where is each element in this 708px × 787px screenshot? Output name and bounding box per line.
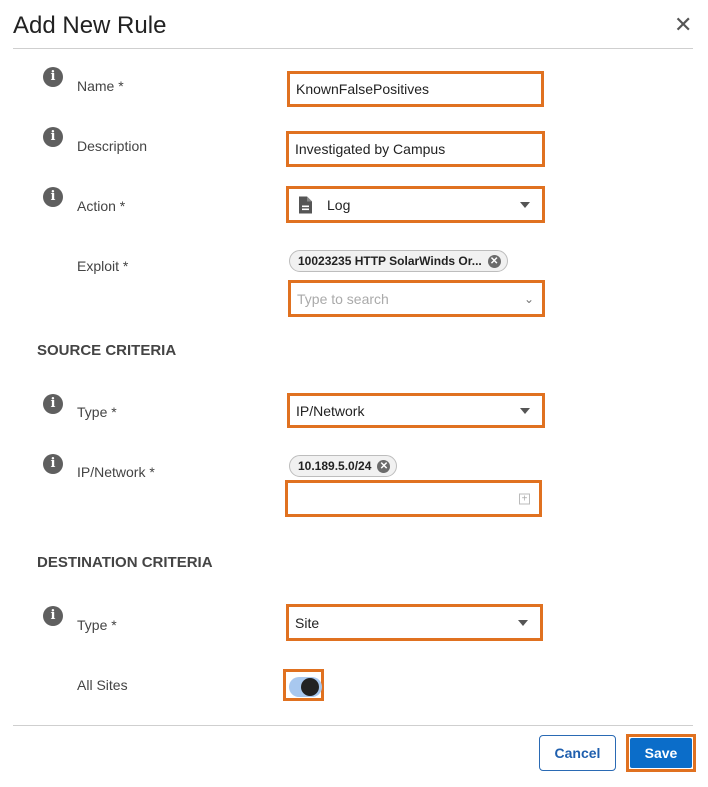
- all-sites-toggle[interactable]: [283, 669, 324, 701]
- destination-type-value: Site: [295, 614, 320, 631]
- description-label: Description: [77, 138, 148, 154]
- exploit-label: Exploit *: [77, 258, 129, 274]
- chevron-down-icon: ⌄: [523, 291, 534, 306]
- dialog-title: Add New Rule: [13, 12, 167, 39]
- source-type-value: IP/Network: [296, 402, 365, 419]
- footer-divider: [13, 725, 693, 726]
- ip-network-label: IP/Network *: [77, 464, 155, 480]
- header-divider: [13, 48, 693, 49]
- ip-network-info-icon[interactable]: i: [43, 454, 63, 474]
- source-type-label: Type *: [77, 404, 117, 420]
- exploit-search-input[interactable]: [288, 280, 545, 317]
- exploit-chip-label: 10023235 HTTP SolarWinds Or...: [298, 254, 482, 268]
- destination-type-select[interactable]: [286, 604, 543, 641]
- chevron-down-icon: [520, 408, 530, 414]
- name-input-value: KnownFalsePositives: [296, 81, 430, 97]
- ip-network-input[interactable]: [285, 480, 542, 517]
- destination-type-info-icon[interactable]: i: [43, 606, 63, 626]
- document-icon: [298, 196, 312, 213]
- chevron-down-icon: [520, 202, 530, 208]
- remove-chip-icon[interactable]: ✕: [488, 255, 501, 268]
- source-criteria-heading: SOURCE CRITERIA: [37, 342, 177, 359]
- cancel-button[interactable]: Cancel: [539, 735, 616, 771]
- toggle-knob: [301, 678, 319, 696]
- description-input[interactable]: [286, 131, 545, 167]
- action-select-value: Log: [327, 196, 351, 213]
- action-label: Action *: [77, 198, 126, 214]
- ip-network-chip-label: 10.189.5.0/24: [298, 459, 372, 473]
- destination-type-label: Type *: [77, 617, 117, 633]
- destination-criteria-heading: DESTINATION CRITERIA: [37, 554, 213, 571]
- all-sites-label: All Sites: [77, 677, 128, 693]
- name-info-icon[interactable]: i: [43, 67, 63, 87]
- name-input[interactable]: [287, 71, 544, 107]
- action-info-icon[interactable]: i: [43, 187, 63, 207]
- name-label: Name *: [77, 78, 124, 94]
- description-input-value: Investigated by Campus: [295, 141, 446, 157]
- remove-chip-icon[interactable]: ✕: [377, 460, 390, 473]
- ip-network-chip: [289, 455, 397, 477]
- source-type-info-icon[interactable]: i: [43, 394, 63, 414]
- action-select[interactable]: [286, 186, 545, 223]
- source-type-select[interactable]: [287, 393, 545, 428]
- exploit-search-placeholder: Type to search: [297, 290, 389, 307]
- add-icon[interactable]: +: [519, 493, 530, 504]
- save-button-highlight: [626, 734, 696, 772]
- exploit-chip: [289, 250, 508, 272]
- close-icon[interactable]: ✕: [674, 12, 693, 37]
- chevron-down-icon: [518, 620, 528, 626]
- description-info-icon[interactable]: i: [43, 127, 63, 147]
- save-button[interactable]: Save: [630, 738, 692, 768]
